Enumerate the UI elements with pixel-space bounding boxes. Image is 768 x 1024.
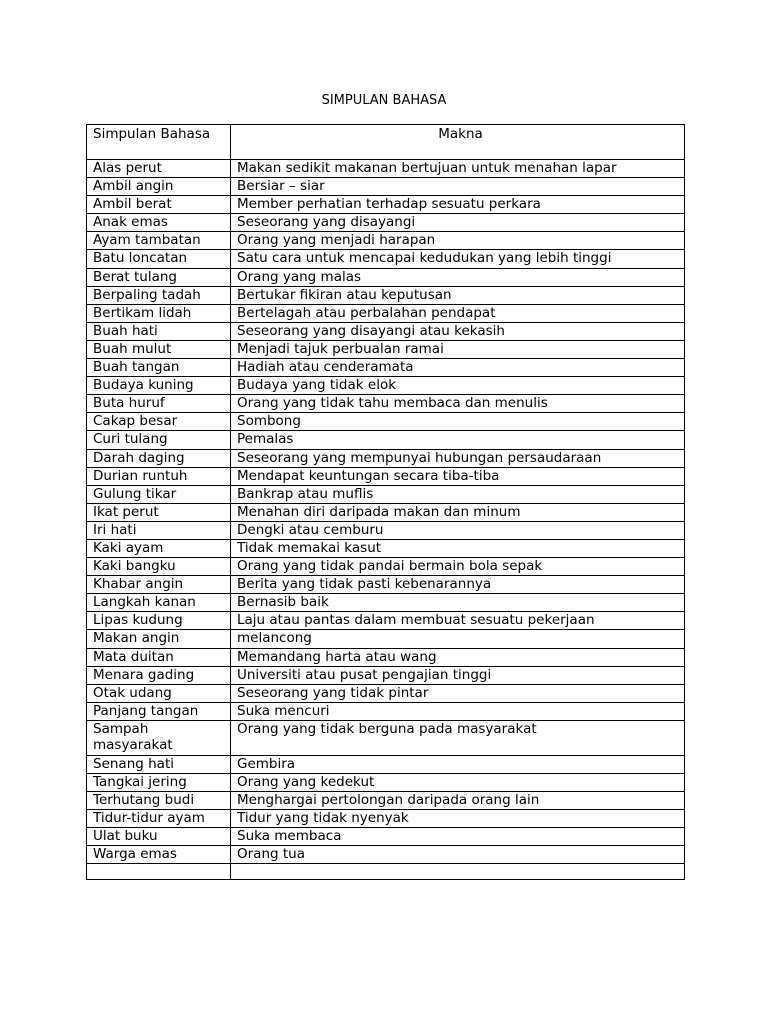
meaning-cell: Tidur yang tidak nyenyak [231, 810, 685, 828]
idiom-cell: Buah mulut [87, 340, 231, 358]
idiom-cell: Ikat perut [87, 503, 231, 521]
meaning-cell: Seseorang yang disayangi atau kekasih [231, 322, 685, 340]
table-row [87, 774, 685, 792]
idiom-cell: Kaki bangku [87, 558, 231, 576]
table-row [87, 160, 685, 178]
meaning-cell: Seseorang yang mempunyai hubungan persaudaraan [231, 449, 685, 467]
table-row [87, 846, 685, 864]
table-row [87, 684, 685, 702]
meaning-cell: Gembira [231, 755, 685, 773]
meaning-cell: melancong [231, 630, 685, 648]
table-row [87, 810, 685, 828]
table-row [87, 576, 685, 594]
table-row [87, 377, 685, 395]
idiom-cell: Ayam tambatan [87, 232, 231, 250]
meaning-cell: Orang yang tidak tahu membaca dan menulis [231, 395, 685, 413]
table-row [87, 503, 685, 521]
document-title: SIMPULAN BAHASA [321, 93, 447, 108]
idiom-cell: Curi tulang [87, 431, 231, 449]
idiom-cell: Buah hati [87, 322, 231, 340]
meaning-cell: Berita yang tidak pasti kebenarannya [231, 576, 685, 594]
table-row [87, 521, 685, 539]
table-row [87, 666, 685, 684]
meaning-cell: Orang yang menjadi harapan [231, 232, 685, 250]
meaning-cell: Seseorang yang disayangi [231, 214, 685, 232]
idiom-cell: Warga emas [87, 846, 231, 864]
meaning-cell: Member perhatian terhadap sesuatu perkara [231, 196, 685, 214]
idiom-cell: Tangkai jering [87, 774, 231, 792]
table-row [87, 630, 685, 648]
column-header-meaning: Makna [231, 125, 685, 160]
idiom-cell [87, 864, 231, 880]
table-row [87, 612, 685, 630]
meaning-cell: Bertukar fikiran atau keputusan [231, 286, 685, 304]
table-row [87, 755, 685, 773]
meaning-cell: Orang yang kedekut [231, 774, 685, 792]
table-row [87, 413, 685, 431]
meaning-cell: Universiti atau pusat pengajian tinggi [231, 666, 685, 684]
meaning-cell: Orang yang malas [231, 268, 685, 286]
meaning-cell: Orang yang tidak pandai bermain bola sepak [231, 558, 685, 576]
meaning-cell: Makan sedikit makanan bertujuan untuk menahan lapar [231, 160, 685, 178]
table-row [87, 594, 685, 612]
meaning-cell: Orang tua [231, 846, 685, 864]
idiom-cell: Sampah masyarakat [87, 720, 231, 755]
idiom-cell: Kaki ayam [87, 539, 231, 557]
idiom-cell: Langkah kanan [87, 594, 231, 612]
idiom-cell: Buah tangan [87, 359, 231, 377]
table-row [87, 702, 685, 720]
idiom-cell: Berpaling tadah [87, 286, 231, 304]
column-header-idiom: Simpulan Bahasa [87, 125, 231, 160]
meaning-cell: Tidak memakai kasut [231, 539, 685, 557]
idiom-cell: Iri hati [87, 521, 231, 539]
idiom-cell: Alas perut [87, 160, 231, 178]
table-body [87, 160, 685, 880]
table-row [87, 322, 685, 340]
idiom-cell: Berat tulang [87, 268, 231, 286]
meaning-cell: Pemalas [231, 431, 685, 449]
table-row [87, 395, 685, 413]
idiom-cell: Panjang tangan [87, 702, 231, 720]
meaning-cell: Suka mencuri [231, 702, 685, 720]
meaning-cell: Bankrap atau muflis [231, 485, 685, 503]
table-row [87, 340, 685, 358]
table-row [87, 232, 685, 250]
table-row [87, 359, 685, 377]
table-row [87, 178, 685, 196]
idiom-cell: Ambil berat [87, 196, 231, 214]
idiom-cell: Otak udang [87, 684, 231, 702]
idiom-cell: Senang hati [87, 755, 231, 773]
meaning-cell: Budaya yang tidak elok [231, 377, 685, 395]
idiom-cell: Buta huruf [87, 395, 231, 413]
meaning-cell: Satu cara untuk mencapai kedudukan yang lebih tinggi [231, 250, 685, 268]
table-row [87, 485, 685, 503]
idiom-cell: Bertikam lidah [87, 304, 231, 322]
meaning-cell: Seseorang yang tidak pintar [231, 684, 685, 702]
idiom-cell: Anak emas [87, 214, 231, 232]
idiom-cell: Durian runtuh [87, 467, 231, 485]
table-row [87, 250, 685, 268]
table-row [87, 286, 685, 304]
table-row [87, 268, 685, 286]
table-row [87, 720, 685, 755]
meaning-cell: Menjadi tajuk perbualan ramai [231, 340, 685, 358]
table-row [87, 648, 685, 666]
meaning-cell: Dengki atau cemburu [231, 521, 685, 539]
table-row [87, 449, 685, 467]
table-row [87, 467, 685, 485]
idiom-cell: Budaya kuning [87, 377, 231, 395]
meaning-cell: Suka membaca [231, 828, 685, 846]
idiom-cell: Tidur-tidur ayam [87, 810, 231, 828]
table-row [87, 214, 685, 232]
meaning-cell: Bernasib baik [231, 594, 685, 612]
idiom-cell: Batu loncatan [87, 250, 231, 268]
table-row [87, 304, 685, 322]
meaning-cell: Orang yang tidak berguna pada masyarakat [231, 720, 685, 755]
idiom-cell: Ambil angin [87, 178, 231, 196]
idiom-cell: Terhutang budi [87, 792, 231, 810]
meaning-cell: Menghargai pertolongan daripada orang lain [231, 792, 685, 810]
idiom-cell: Makan angin [87, 630, 231, 648]
idiom-cell: Mata duitan [87, 648, 231, 666]
meaning-cell: Sombong [231, 413, 685, 431]
idiom-table [86, 124, 685, 880]
table-row [87, 558, 685, 576]
meaning-cell: Mendapat keuntungan secara tiba-tiba [231, 467, 685, 485]
idiom-cell: Darah daging [87, 449, 231, 467]
meaning-cell: Menahan diri daripada makan dan minum [231, 503, 685, 521]
idiom-cell: Lipas kudung [87, 612, 231, 630]
meaning-cell: Bersiar – siar [231, 178, 685, 196]
table-row [87, 864, 685, 880]
idiom-cell: Cakap besar [87, 413, 231, 431]
idiom-cell: Menara gading [87, 666, 231, 684]
meaning-cell: Bertelagah atau perbalahan pendapat [231, 304, 685, 322]
table-header-row [87, 125, 685, 160]
idiom-cell: Ulat buku [87, 828, 231, 846]
table-row [87, 792, 685, 810]
idiom-cell: Gulung tikar [87, 485, 231, 503]
meaning-cell: Laju atau pantas dalam membuat sesuatu pekerjaan [231, 612, 685, 630]
idiom-cell: Khabar angin [87, 576, 231, 594]
meaning-cell [231, 864, 685, 880]
table-row [87, 828, 685, 846]
meaning-cell: Hadiah atau cenderamata [231, 359, 685, 377]
meaning-cell: Memandang harta atau wang [231, 648, 685, 666]
table-row [87, 431, 685, 449]
table-row [87, 196, 685, 214]
table-row [87, 539, 685, 557]
